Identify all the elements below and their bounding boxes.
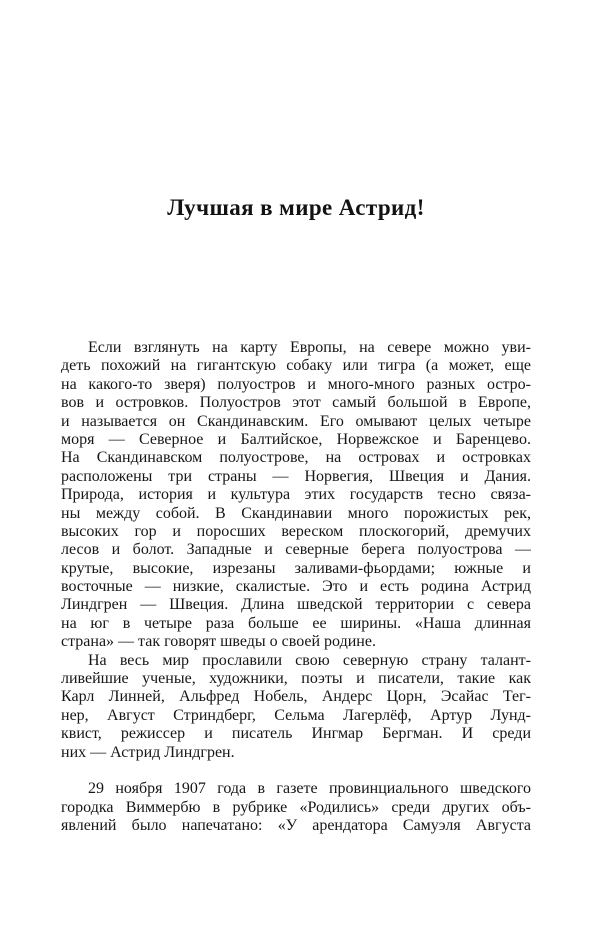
- body-text: [61, 339, 531, 836]
- text-line: страна» — так говорят шведы о своей родине.: [61, 633, 376, 651]
- text-line: моря — Северное и Балтийское, Норвежское и Баренцево.: [61, 430, 531, 448]
- text-line: восточные — низкие, скалистые. Это и есть родина Астрид: [61, 578, 531, 596]
- text-line: На Скандинавском полуострове, на островах и островках: [61, 449, 531, 467]
- text-line: явлений было напечатано: «У арендатора Самуэля Августа: [61, 817, 531, 835]
- paragraph: [61, 780, 531, 835]
- text-line: на юг в четыре раза больше ее ширины. «Наша длинная: [61, 614, 531, 632]
- text-line: ны между собой. В Скандинавии много порожистых рек,: [61, 504, 531, 522]
- text-line: расположены три страны — Норвегия, Швеция и Дания.: [61, 467, 531, 485]
- text-line: Если взглянуть на карту Европы, на севере можно уви-: [88, 339, 531, 356]
- text-line: высоких гор и поросших вереском плоскогорий, дремучих: [61, 522, 531, 540]
- paragraph: [61, 652, 531, 762]
- text-line: нер, Август Стриндберг, Сельма Лагерлёф, Артур Лунд-: [61, 706, 531, 724]
- text-line: Карл Линней, Альфред Нобель, Андерс Цорн, Эсайас Тег-: [61, 688, 531, 706]
- paragraph: [61, 339, 531, 652]
- text-line: Природа, история и культура этих государств тесно связа-: [61, 486, 531, 504]
- text-line: лесов и болот. Западные и северные берега полуострова —: [61, 541, 531, 559]
- text-line: На весь мир прославили свою северную страну талант-: [88, 651, 531, 669]
- text-line: 29 ноября 1907 года в газете провинциального шведского: [88, 780, 531, 798]
- text-line: квист, режиссер и писатель Ингмар Бергман. И среди: [61, 725, 531, 743]
- text-line: Линдгрен — Швеция. Длина шведской территории с севера: [61, 596, 531, 614]
- text-line: на какого-то зверя) полуостров и много-много разных остро-: [61, 375, 531, 393]
- text-line: и называется он Скандинавским. Его омывают целых четыре: [61, 412, 531, 430]
- chapter-title: Лучшая в мире Астрид!: [167, 195, 425, 220]
- text-line: крутые, высокие, изрезаны заливами-фьордами; южные и: [61, 559, 531, 577]
- text-line: деть похожий на гигантскую собаку или тигра (а может, еще: [61, 357, 531, 375]
- text-line: городка Виммербю в рубрике «Родились» среди других объ-: [61, 798, 531, 816]
- text-line: вов и островков. Полуостров этот самый большой в Европе,: [61, 394, 531, 412]
- text-line: них — Астрид Линдгрен.: [61, 743, 235, 761]
- text-line: ливейшие ученые, художники, поэты и писатели, такие как: [61, 670, 531, 688]
